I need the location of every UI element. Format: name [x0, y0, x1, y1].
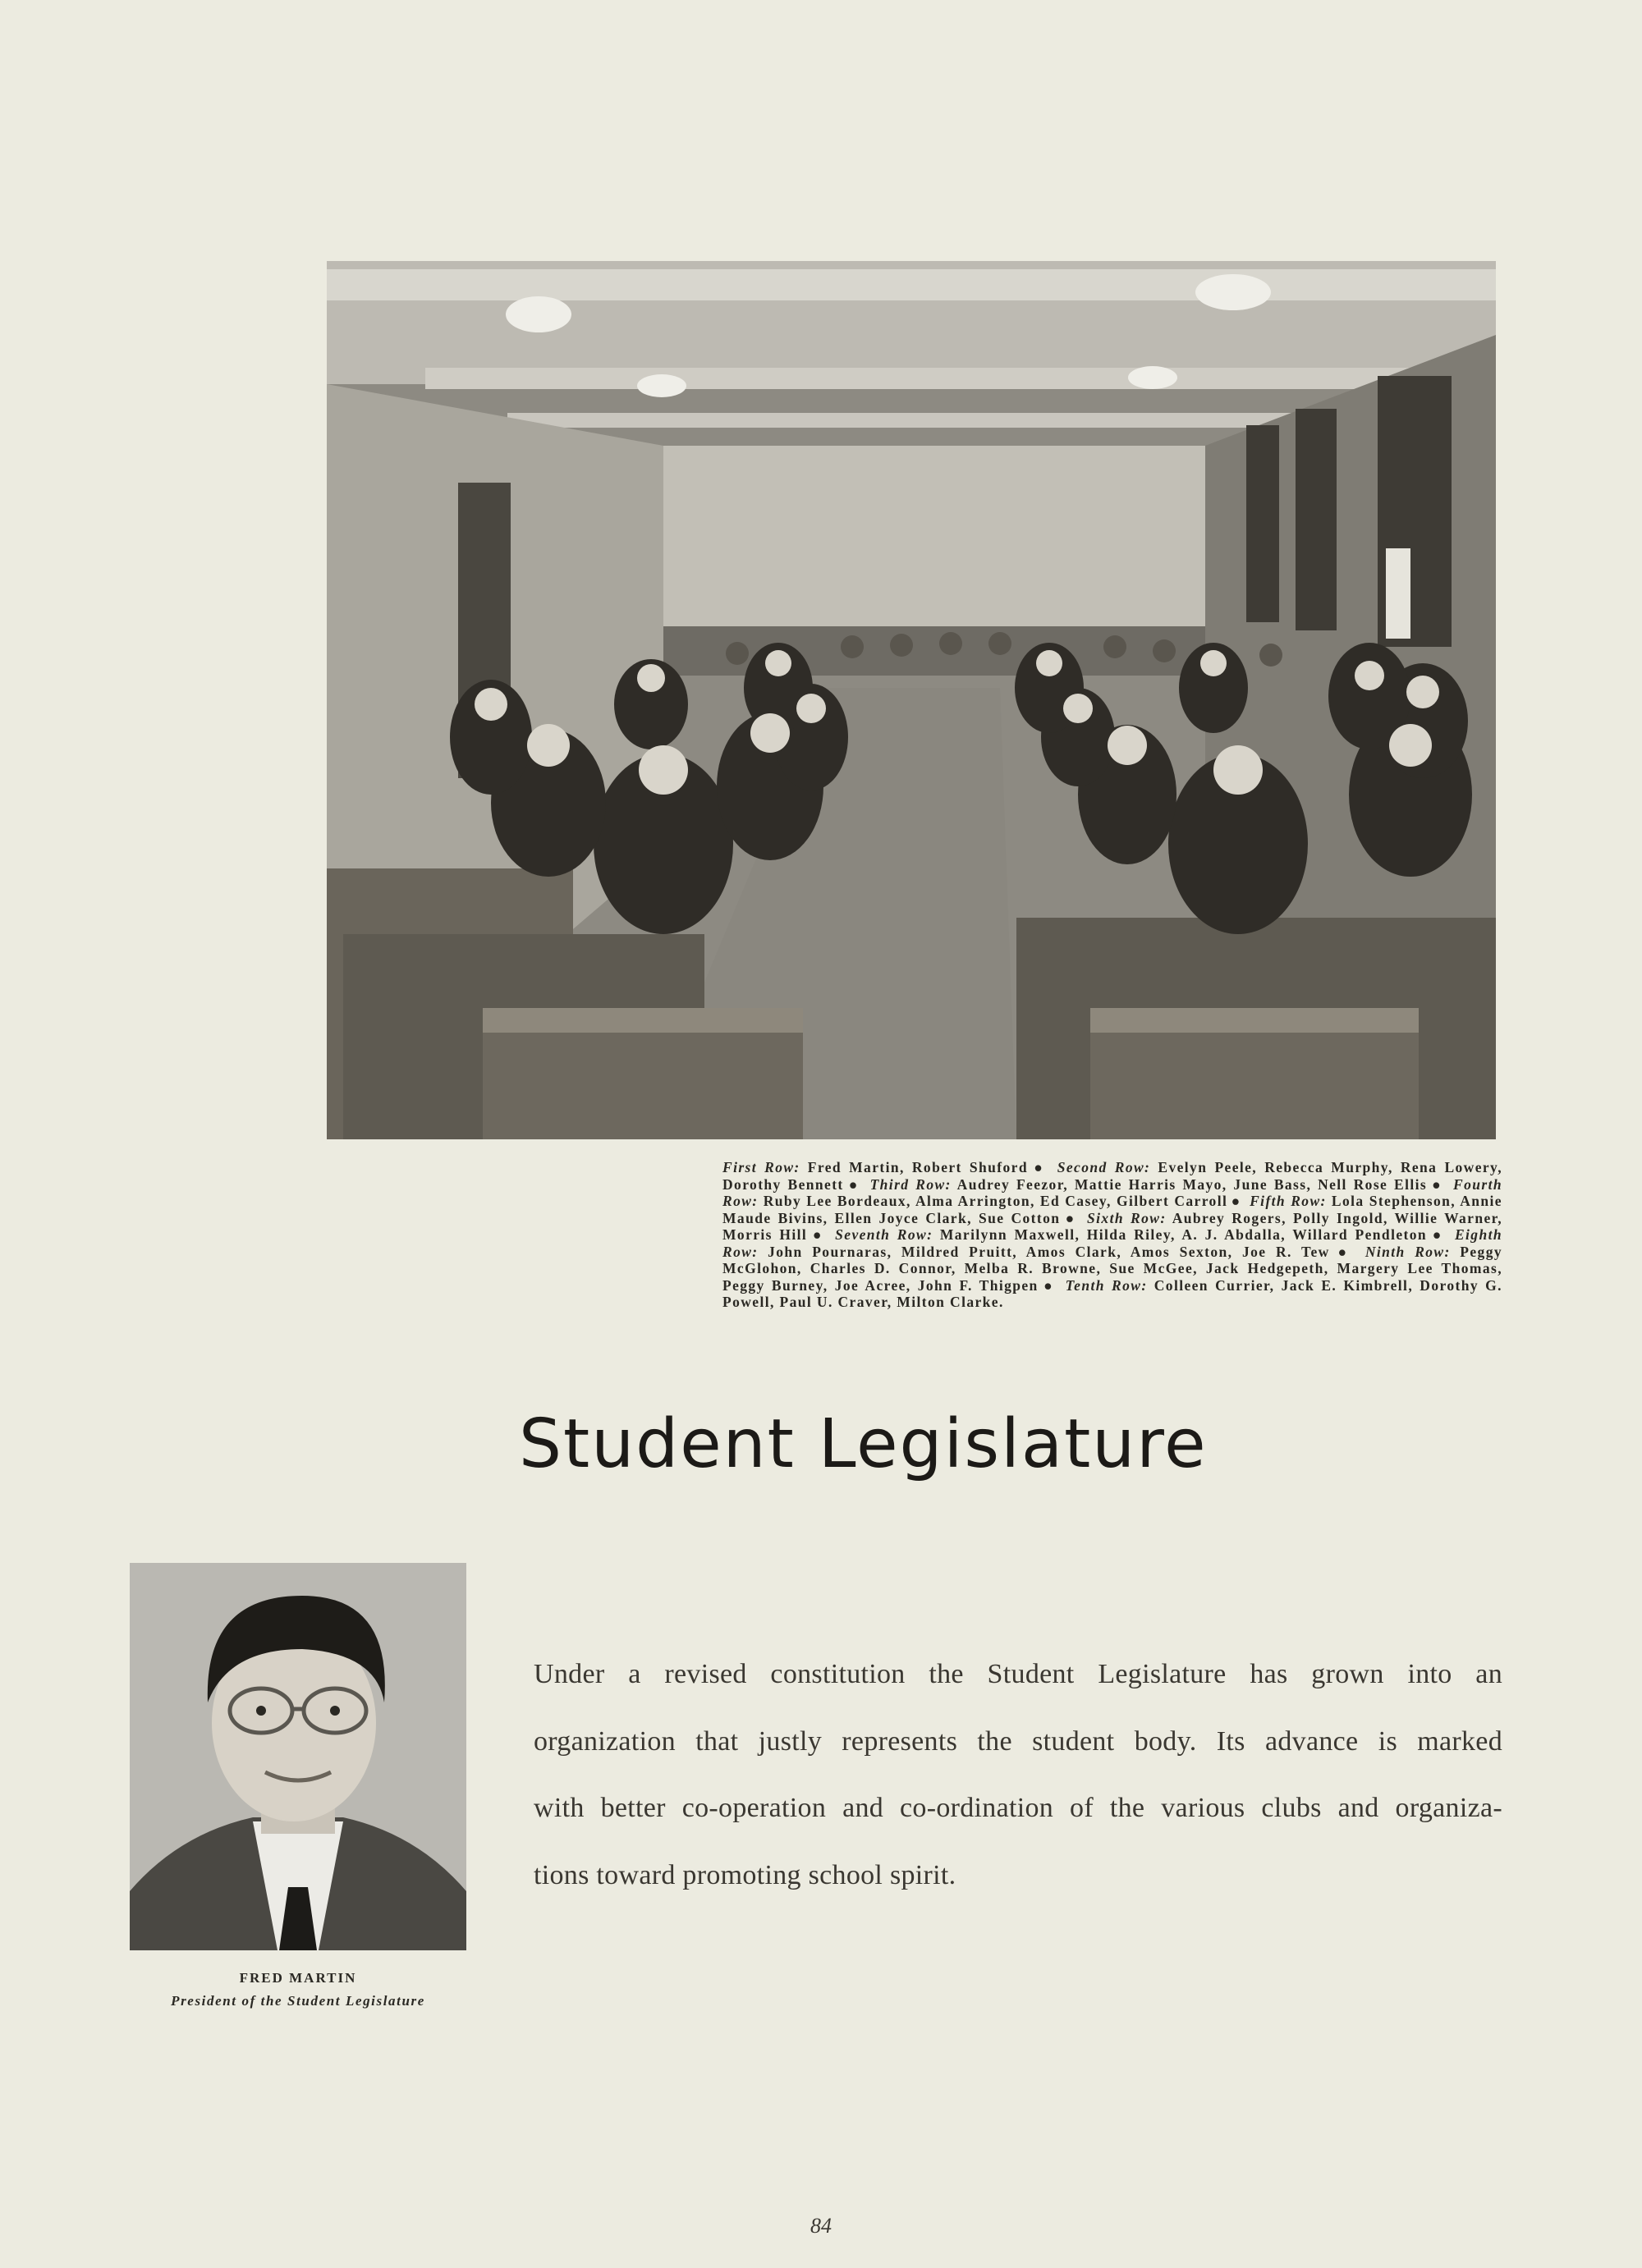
photo-caption [722, 1159, 1502, 1311]
caption-separator: ● [1030, 1159, 1047, 1175]
portrait-role: President of the Student Legislature [171, 1993, 425, 2009]
body-line: with better co-operation and co-ordination of the various clubs and organiza- [534, 1793, 1502, 1823]
caption-separator: ● [1063, 1209, 1077, 1226]
page-number: 84 [810, 2214, 832, 2238]
body-line: organization that justly represents the student body. Its advance is marked [534, 1725, 1502, 1757]
caption-separator: ● [810, 1226, 825, 1243]
caption-separator: ● [846, 1175, 860, 1193]
group-photo [327, 261, 1496, 1139]
caption-separator: ● [1231, 1193, 1241, 1209]
body-line: tions toward promoting school spirit. [534, 1859, 956, 1890]
caption-row-6: Sixth Row: Aubrey Rogers, Polly Ingold, Willie Warner, Morris Hill [722, 1209, 1502, 1243]
caption-row-8: Eighth Row: John Pournaras, Mildred Pruitt, Amos Clark, Amos Sexton, Joe R. Tew [722, 1226, 1502, 1260]
caption-separator: ● [1430, 1175, 1444, 1193]
caption-row-10: Tenth Row: Colleen Currier, Jack E. Kimbrell, Dorothy G. Powell, Paul U. Craver, Milton Clarke. [722, 1276, 1502, 1310]
caption-row-2: Second Row: Evelyn Peele, Rebecca Murphy, Rena Lowery, Dorothy Bennett [722, 1159, 1503, 1193]
body-line: Under a revised constitution the Student Legislature has grown into an [534, 1659, 1502, 1689]
caption-separator: ● [1041, 1276, 1056, 1294]
caption-separator: ● [1430, 1226, 1445, 1243]
page-title: Student Legislature [519, 1405, 1208, 1483]
caption-row-7: Seventh Row: Marilynn Maxwell, Hilda Riley, A. J. Abdalla, Willard Pendleton [835, 1226, 1428, 1243]
caption-row-1: First Row: Fred Martin, Robert Shuford [722, 1159, 1028, 1175]
portrait-name: FRED MARTIN [239, 1970, 357, 1986]
caption-row-5: Fifth Row: Lola Stephenson, Annie Maude Bivins, Ellen Joyce Clark, Sue Cotton [722, 1193, 1502, 1226]
president-portrait [130, 1563, 466, 1950]
body-paragraph [534, 1658, 1502, 1926]
caption-row-3: Third Row: Audrey Feezor, Mattie Harris Mayo, June Bass, Nell Rose Ellis [869, 1175, 1428, 1193]
caption-row-9: Ninth Row: Peggy McGlohon, Charles D. Connor, Melba R. Browne, Sue McGee, Jack Hedgepeth, Margery Lee Thomas, Peggy Burney, Joe Acree, John F. Thigpen [722, 1243, 1503, 1294]
caption-row-4: Fourth Row: Ruby Lee Bordeaux, Alma Arrington, Ed Casey, Gilbert Carroll [722, 1175, 1502, 1209]
caption-separator: ● [1332, 1243, 1353, 1260]
